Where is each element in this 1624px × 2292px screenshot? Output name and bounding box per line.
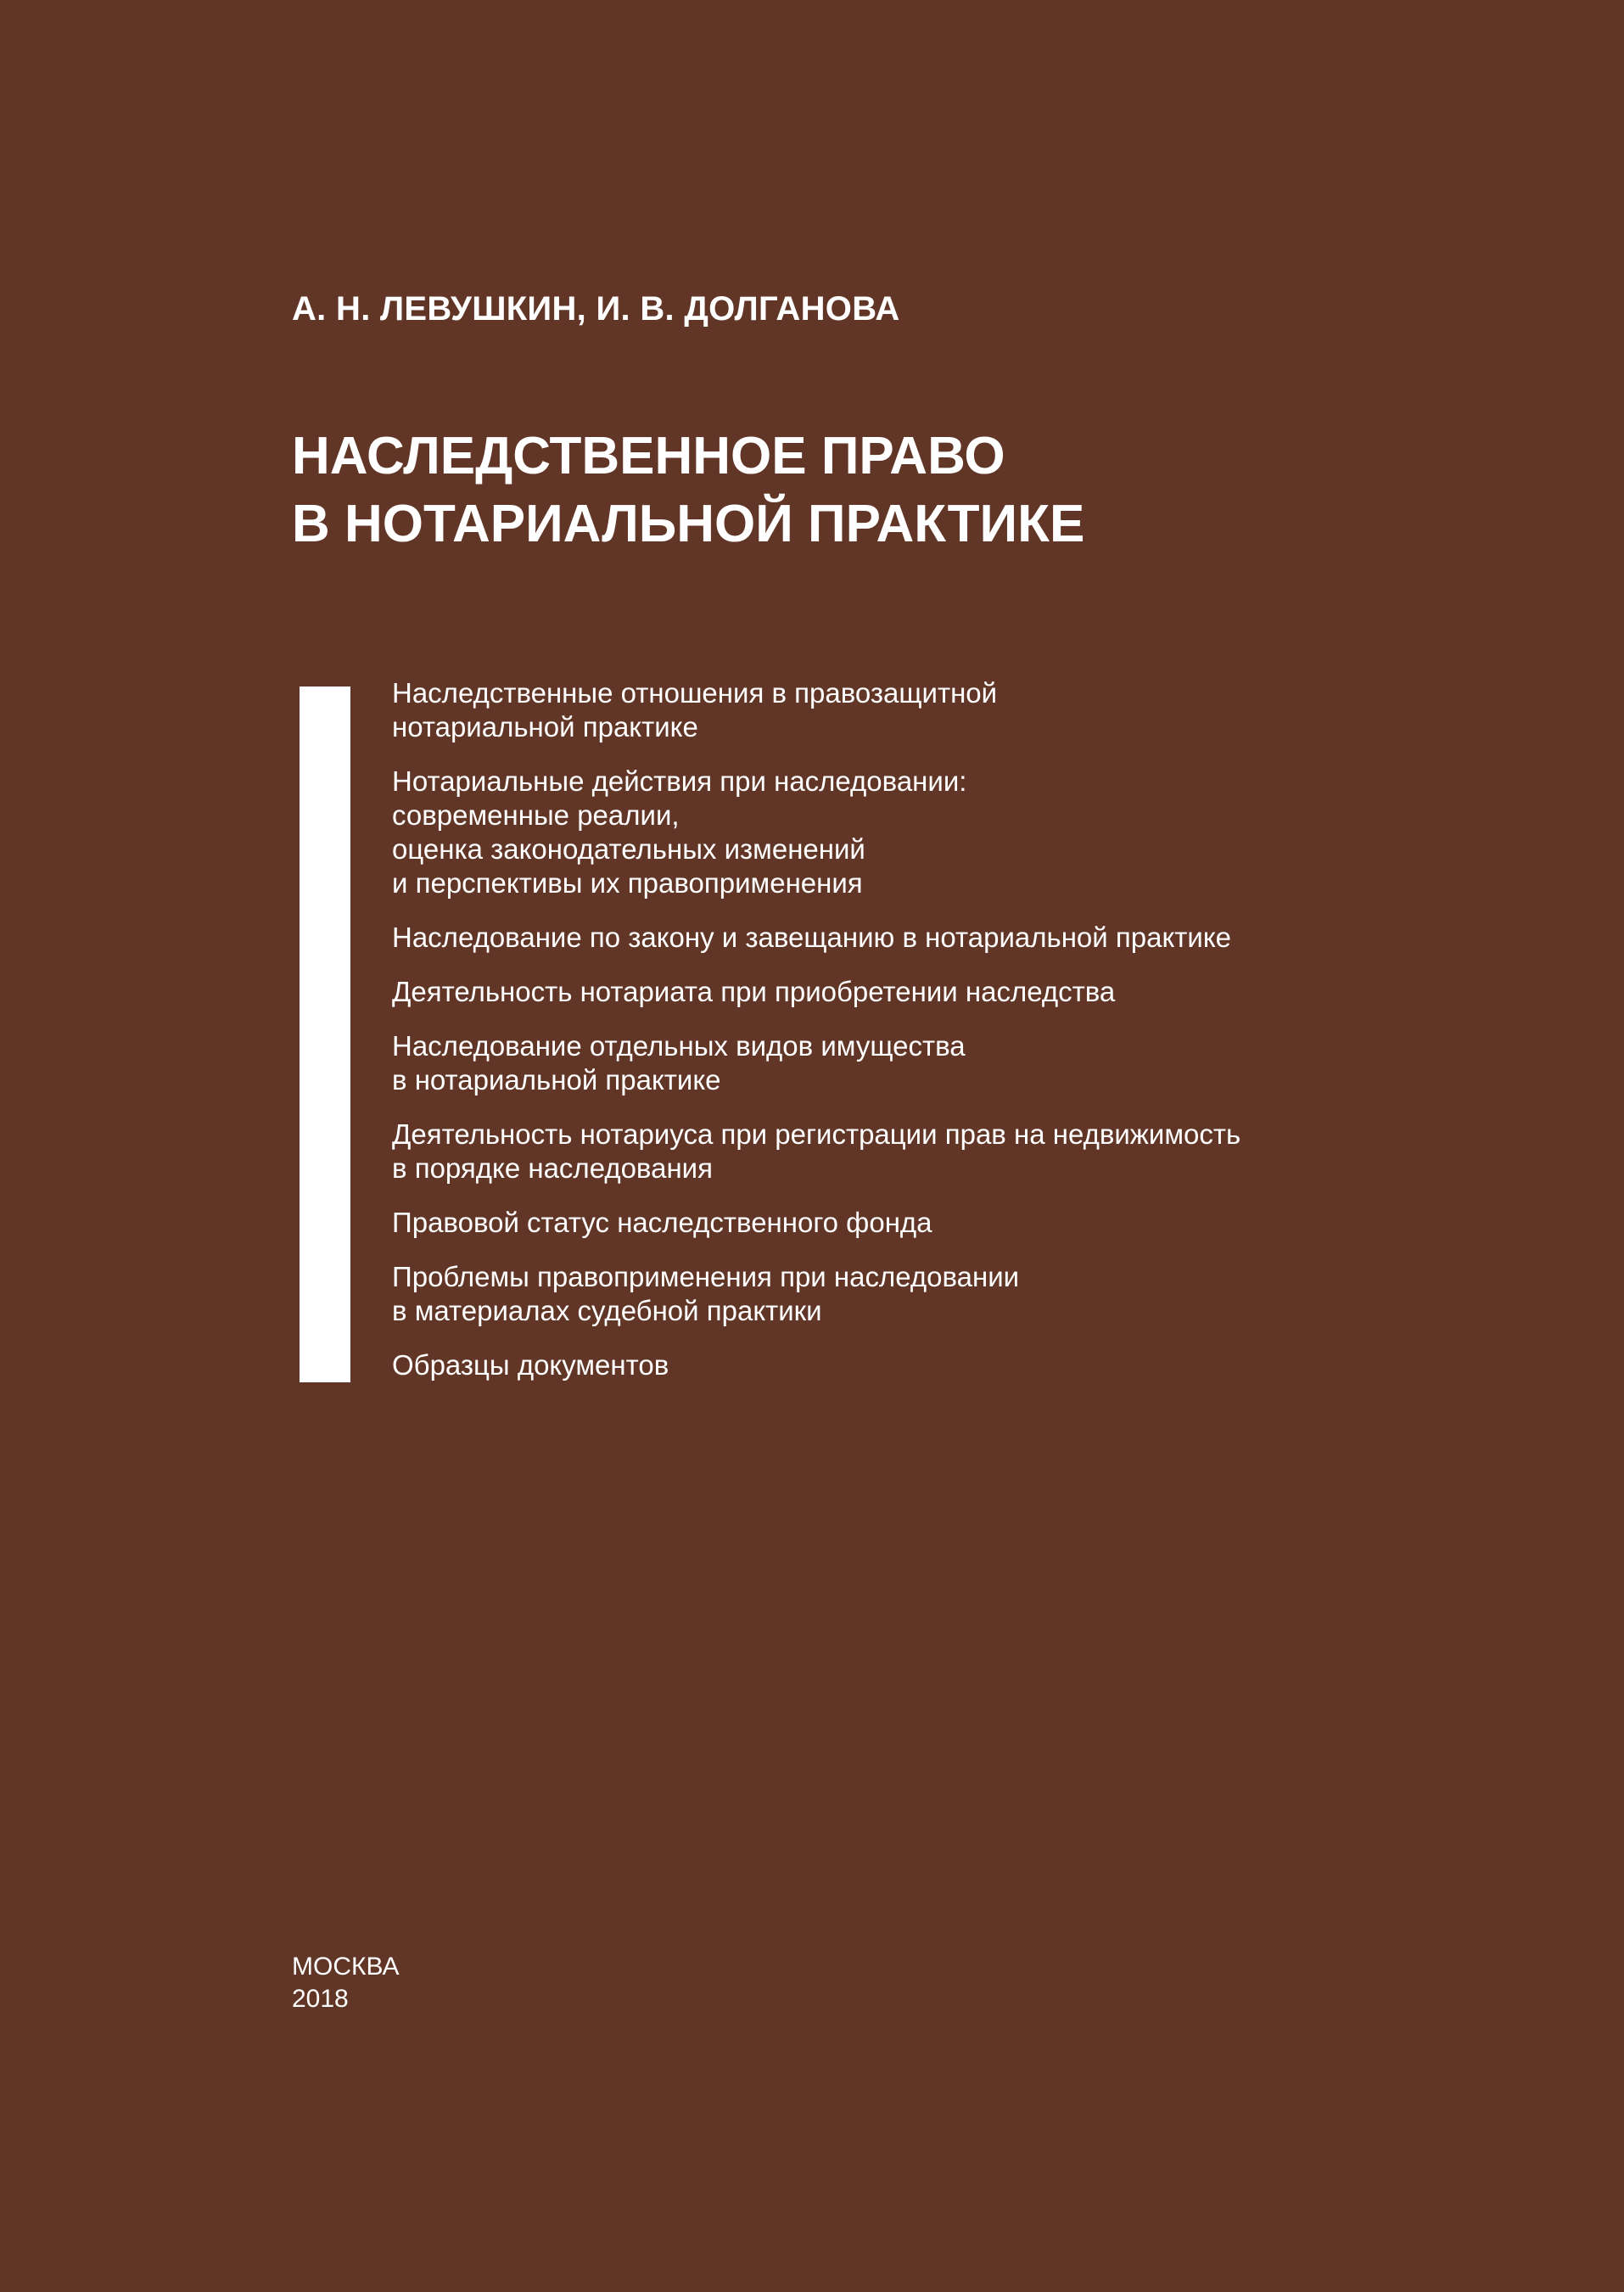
book-title	[292, 423, 1084, 558]
title-line: НАСЛЕДСТВЕННОЕ ПРАВО	[292, 427, 1005, 485]
title-line: В НОТАРИАЛЬНОЙ ПРАКТИКЕ	[292, 495, 1085, 553]
contents-item-line: Наследственные отношения в правозащитной	[392, 677, 998, 709]
imprint	[292, 1951, 400, 2015]
contents-list	[392, 676, 1240, 1382]
contents-item	[392, 1206, 1240, 1240]
contents-item-line: в нотариальной практике	[392, 1064, 721, 1096]
contents-item	[392, 765, 1240, 900]
contents-item-line: в порядке наследования	[392, 1152, 713, 1184]
publication-year: 2018	[292, 1985, 349, 2013]
contents-item	[392, 921, 1240, 955]
contents-item-line: в материалах судебной практики	[392, 1295, 822, 1326]
contents-item-line: Правовой статус наследственного фонда	[392, 1207, 932, 1238]
contents-item-line: Наследование отдельных видов имущества	[392, 1030, 966, 1062]
contents-item-line: нотариальной практике	[392, 711, 698, 743]
contents-item	[392, 1348, 1240, 1382]
contents-item-line: и перспективы их правоприменения	[392, 867, 863, 899]
contents-item	[392, 1260, 1240, 1328]
contents-item	[392, 975, 1240, 1009]
contents-item	[392, 1118, 1240, 1185]
contents-item-line: оценка законодательных изменений	[392, 833, 865, 865]
contents-item-line: Проблемы правоприменения при наследовании	[392, 1261, 1020, 1292]
publication-city: МОСКВА	[292, 1953, 400, 1981]
contents-item-line: Нотариальные действия при наследовании:	[392, 765, 967, 797]
contents-item	[392, 676, 1240, 744]
contents-item-line: Наследование по закону и завещанию в нотариальной практике	[392, 922, 1231, 953]
authors: А. Н. ЛЕВУШКИН, И. В. ДОЛГАНОВА	[292, 290, 900, 328]
contents-item-line: современные реалии,	[392, 799, 680, 831]
contents-item-line: Деятельность нотариата при приобретении наследства	[392, 976, 1116, 1007]
contents-item	[392, 1029, 1240, 1097]
contents-item-line: Образцы документов	[392, 1349, 669, 1381]
contents-item-line: Деятельность нотариуса при регистрации прав на недвижимость	[392, 1118, 1241, 1150]
decorative-vertical-bar	[300, 686, 350, 1382]
